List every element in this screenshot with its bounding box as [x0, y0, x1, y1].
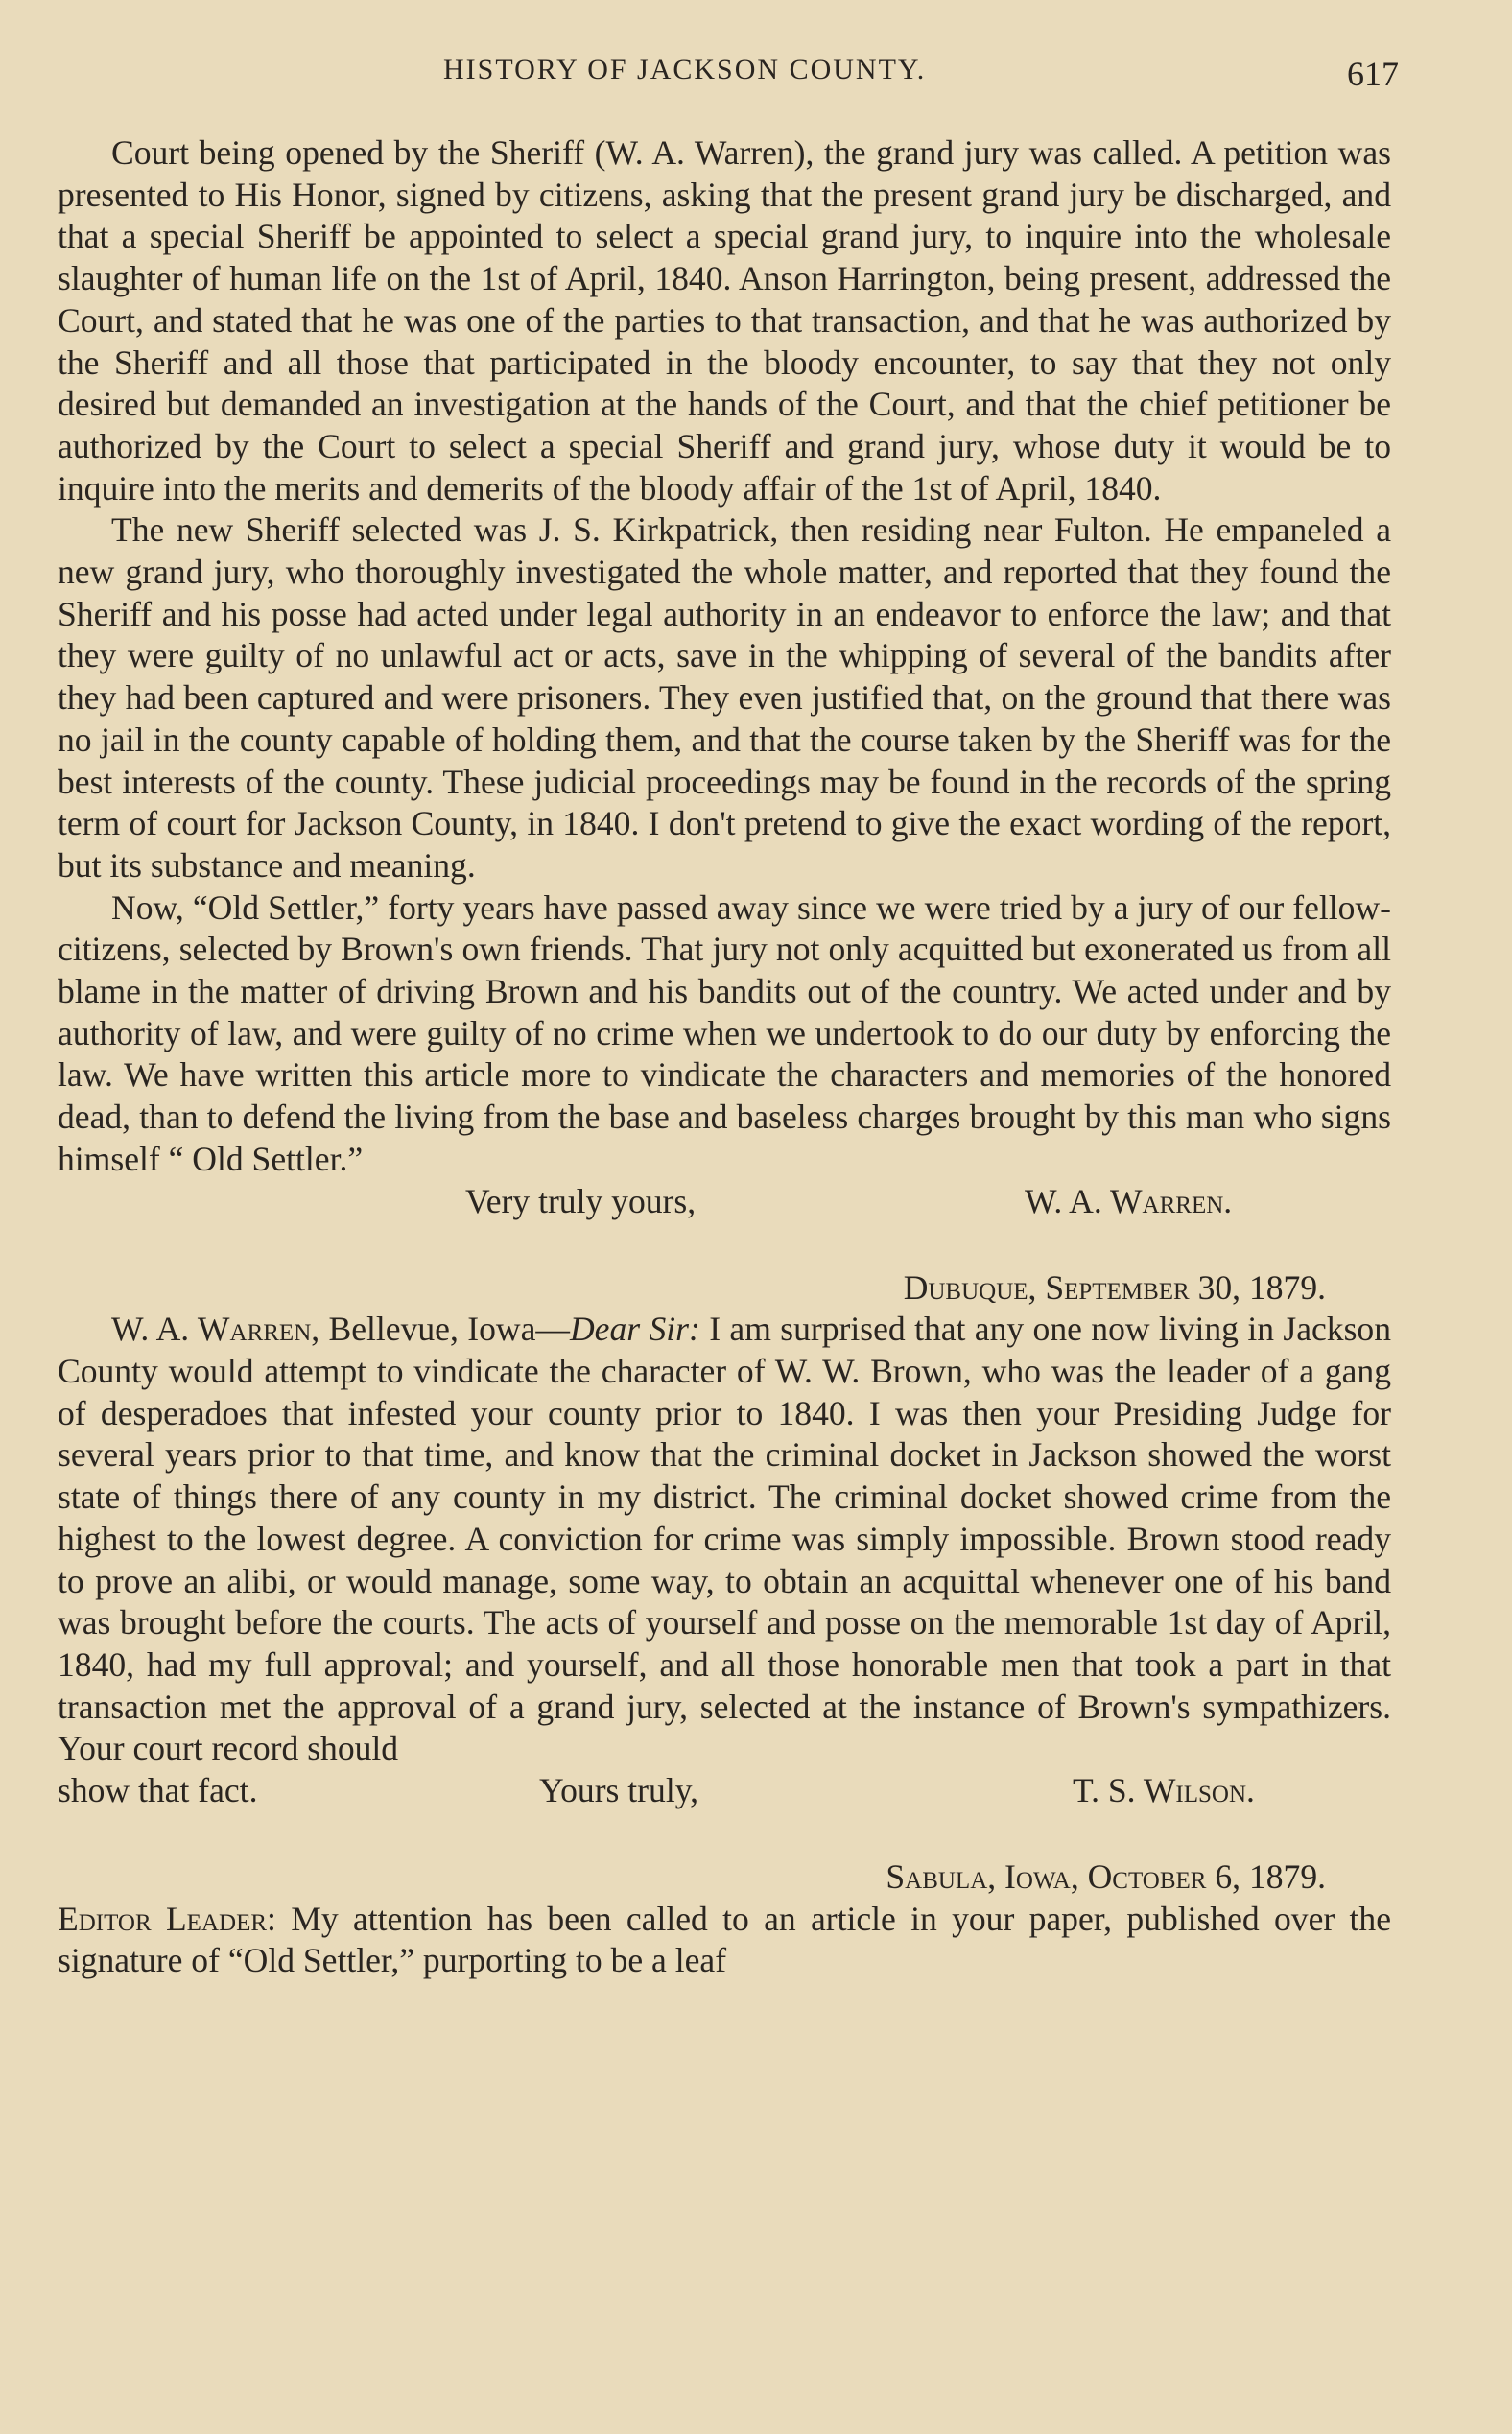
paragraph-court-opened: Court being opened by the Sheriff (W. A. Warren), the grand jury was called. A petition was presented to His Honor, signed by citizens, asking that the present grand jury be discharged, and that a special Sheriff be appointed to select a special grand jury, to inquire into the wholesale slaughter of human life on the 1st of April, 1840. Anson Harrington, being present, addressed the Court, and stated that he was one of the parties to that transaction, and that he was authorized by the Sheriff and all those that participated in the bloody encounter, to say that they not only desired but demanded an investigation at the hands of the Court, and that the chief petitioner be authorized by the Court to select a special Sheriff and grand jury, whose duty it would be to inquire into the merits and demerits of the bloody affair of the 1st of April, 1840. [58, 133, 1391, 508]
running-header: HISTORY OF JACKSON COUNTY. [443, 54, 927, 85]
closing-salutation-wilson: Yours truly, [539, 1771, 699, 1810]
closing-last-line: show that fact. [58, 1771, 258, 1810]
signature-warren: W. A. Warren. [1025, 1181, 1233, 1220]
paragraph-old-settler: Now, “Old Settler,” forty years have passed away since we were tried by a jury of our fellow-citizens, selected by Brown's own friends. That jury not only acquitted but exonerated us from all blame in the matter of driving Brown and his bandits out of the country. We acted under and by authority of law, and were guilty of no crime when we undertook to do our duty by enforcing the law. We have written this article more to vindicate the characters and memories of the honored dead, than to defend the living from the base and baseless charges brought by this man who signs himself “ Old Settler.” [58, 887, 1391, 1178]
spacer [58, 1223, 1391, 1267]
paragraph-new-sheriff: The new Sheriff selected was J. S. Kirkpatrick, then residing near Fulton. He empaneled a new grand jury, who thoroughly investigated the whole matter, and reported that they found the Sheriff and his posse had acted under legal authority in an endeavor to enforce the law; and that they were guilty of no unlawful act or acts, save in the whipping of several of the bandits after they had been captured and were prisoners. They even justified that, on the ground that there was no jail in the county capable of holding them, and that the course taken by the Sheriff was for the best interests of the county. These judicial proceedings may be found in the records of the spring term of court for Jackson County, in 1840. I don't pretend to give the exact wording of the report, but its substance and meaning. [58, 510, 1391, 885]
addressee-warren: W. A. Warren [111, 1310, 312, 1349]
closing-salutation: Very truly yours, [465, 1181, 697, 1220]
dateline-sabula: Sabula, Iowa, October 6, 1879. [886, 1857, 1326, 1897]
letter-editor-body [58, 1899, 1391, 1982]
letter-editor-text: : My attention has been called to an article in your paper, published over the signature of “Old Settler,” purporting to be a leaf [58, 1899, 1391, 1980]
dateline-dubuque: Dubuque, September 30, 1879. [903, 1267, 1326, 1307]
greeting-dear-sir: Dear Sir: [569, 1310, 700, 1349]
spacer [58, 1812, 1391, 1856]
page-number: 617 [1347, 55, 1399, 93]
address-rest: , Bellevue, Iowa— [311, 1310, 570, 1349]
letter-wilson-body [58, 1309, 1391, 1770]
closing-wilson [58, 1770, 1391, 1812]
letter-wilson-text: I am surprised that any one now living in Jackson County would attempt to vindicate the character of W. W. Brown, who was the leader of a gang of desperadoes that infested your county prior to 1840. I was then your Presiding Judge for several years prior to that time, and know that the criminal docket in Jackson showed the worst state of things there of any county in my district. The criminal docket showed crime from the highest to the lowest degree. A conviction for crime was simply impossible. Brown stood ready to prove an alibi, or would manage, some way, to obtain an acquittal whenever one of his band was brought before the courts. The acts of yourself and posse on the memorable 1st day of April, 1840, had my full approval; and yourself, and all those honorable men that took a part in that transaction met the approval of a grand jury, selected at the instance of Brown's sympathizers. Your court record should [58, 1310, 1392, 1768]
closing-warren [58, 1181, 1391, 1223]
addressee-editor: Editor Leader [58, 1899, 268, 1938]
page-body [58, 132, 1391, 1982]
signature-wilson: T. S. Wilson. [1073, 1771, 1255, 1810]
